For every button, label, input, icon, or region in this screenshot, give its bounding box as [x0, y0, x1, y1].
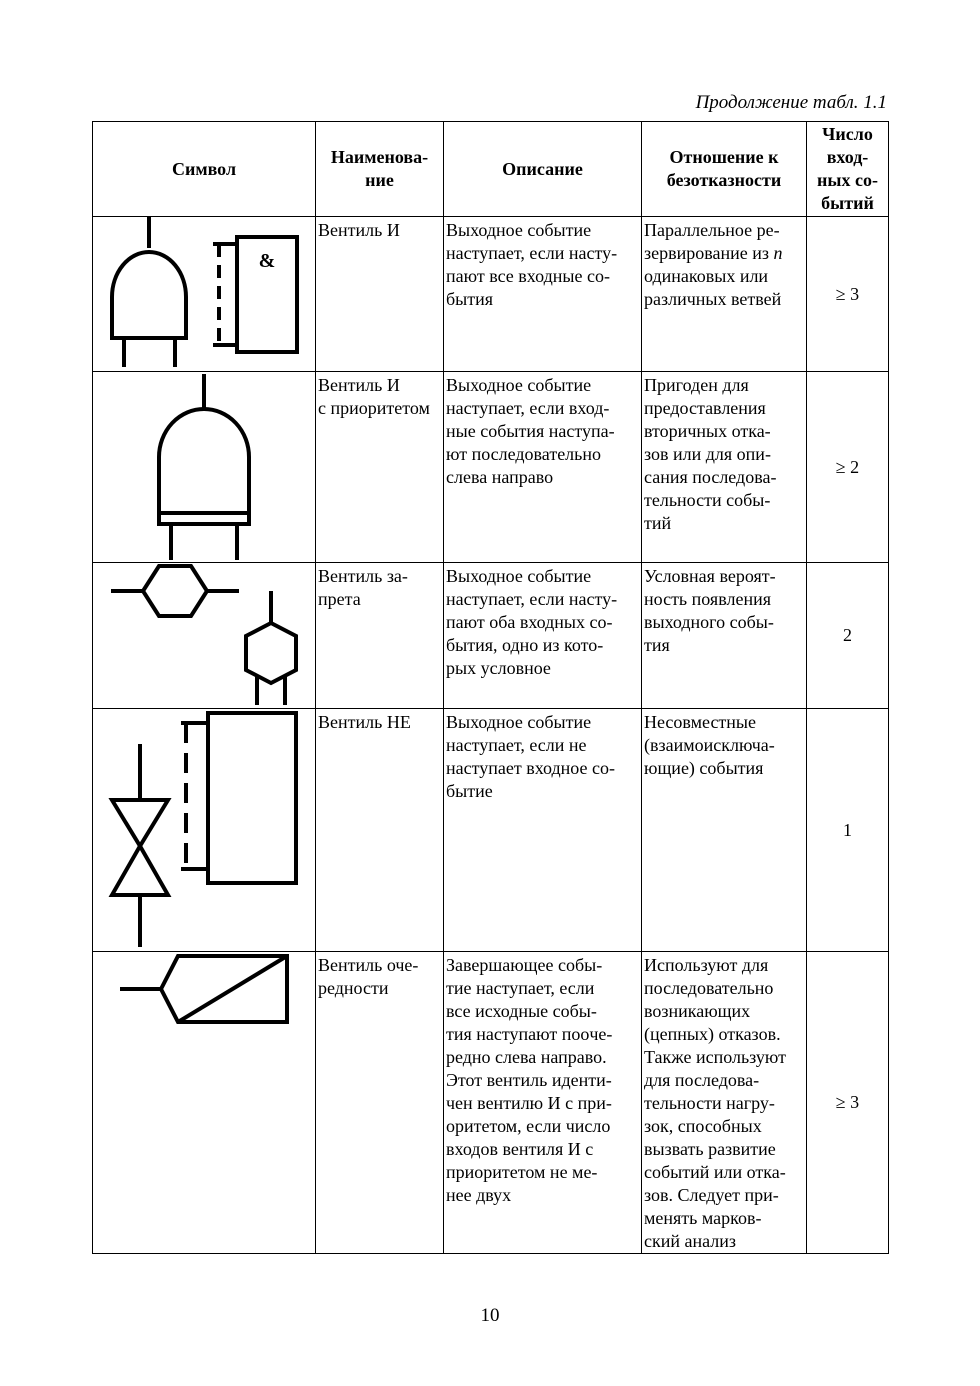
count-cell: ≥ 3 [807, 952, 889, 1254]
count-cell: 2 [807, 563, 889, 709]
relation-cell: Условная вероят- ность появления выходного собы- тия [642, 563, 807, 709]
gates-table [92, 121, 889, 1254]
table-row [93, 372, 889, 563]
description-cell: Выходное событие наступает, если насту- пают все входные со- бытия [444, 217, 642, 372]
relation-cell: Используют для последовательно возникающих (цепных) отказов. Также используют для последова- тельности нагру- зок, способных вызвать развитие событий или отка- зов. Следует при- менять марков- ский анализ [642, 952, 807, 1254]
header-count: Число вход- ных со- бытий [807, 122, 889, 217]
name-cell: Вентиль оче- редности [316, 952, 444, 1254]
count-cell: 1 [807, 709, 889, 952]
count-cell: ≥ 2 [807, 372, 889, 563]
description-cell: Завершающее собы- тие наступает, если все исходные собы- тия наступают поoче- редно слева направо. Этот вентиль иденти- чен вентилю И с при- оритетом, если число входов вентиля И с приоритетом не ме- нее двух [444, 952, 642, 1254]
count-cell: ≥ 3 [807, 217, 889, 372]
relation-cell [642, 217, 807, 372]
header-name: Наименова- ние [316, 122, 444, 217]
header-relation: Отношение к безотказности [642, 122, 807, 217]
table-row [93, 563, 889, 709]
not-gate-icon [93, 709, 315, 951]
page-number: 10 [480, 1305, 500, 1326]
sequence-gate-icon [93, 952, 315, 1251]
header-symbol: Символ [93, 122, 316, 217]
description-cell: Выходное событие наступает, если не наступает входное со- бытие [444, 709, 642, 952]
priority-and-gate-icon [93, 372, 315, 562]
table-header-row [93, 122, 889, 217]
symbol-cell [93, 563, 316, 709]
name-cell: Вентиль за- прета [316, 563, 444, 709]
description-cell: Выходное событие наступает, если насту- пают оба входных со- бытия, одно из кото- рых условное [444, 563, 642, 709]
table-caption: Продолжение табл. 1.1 [695, 92, 887, 113]
name-cell: Вентиль И [316, 217, 444, 372]
and-symbol-label: & [258, 250, 276, 272]
inhibit-gate-icon [93, 563, 315, 708]
symbol-cell [93, 952, 316, 1254]
symbol-cell [93, 709, 316, 952]
variable-n: n [773, 243, 783, 263]
table-row [93, 217, 889, 372]
symbol-cell [93, 372, 316, 563]
relation-cell: Несовместные (взаимоисключа- ющие) события [642, 709, 807, 952]
header-description: Описание [444, 122, 642, 217]
relation-cell: Пригоден для предоставления вторичных отка- зов или для опи- сания последова- тельности собы- тий [642, 372, 807, 563]
name-cell: Вентиль НЕ [316, 709, 444, 952]
name-cell: Вентиль И с приоритетом [316, 372, 444, 563]
table-row [93, 709, 889, 952]
symbol-cell [93, 217, 316, 372]
description-cell: Выходное событие наступает, если вход- ные события наступа- ют последовательно слева направо [444, 372, 642, 563]
table-row [93, 952, 889, 1254]
and-gate-icon [93, 217, 315, 371]
relation-text: Параллельное ре- зервирование из n одинаковых или различных ветвей [644, 220, 783, 309]
